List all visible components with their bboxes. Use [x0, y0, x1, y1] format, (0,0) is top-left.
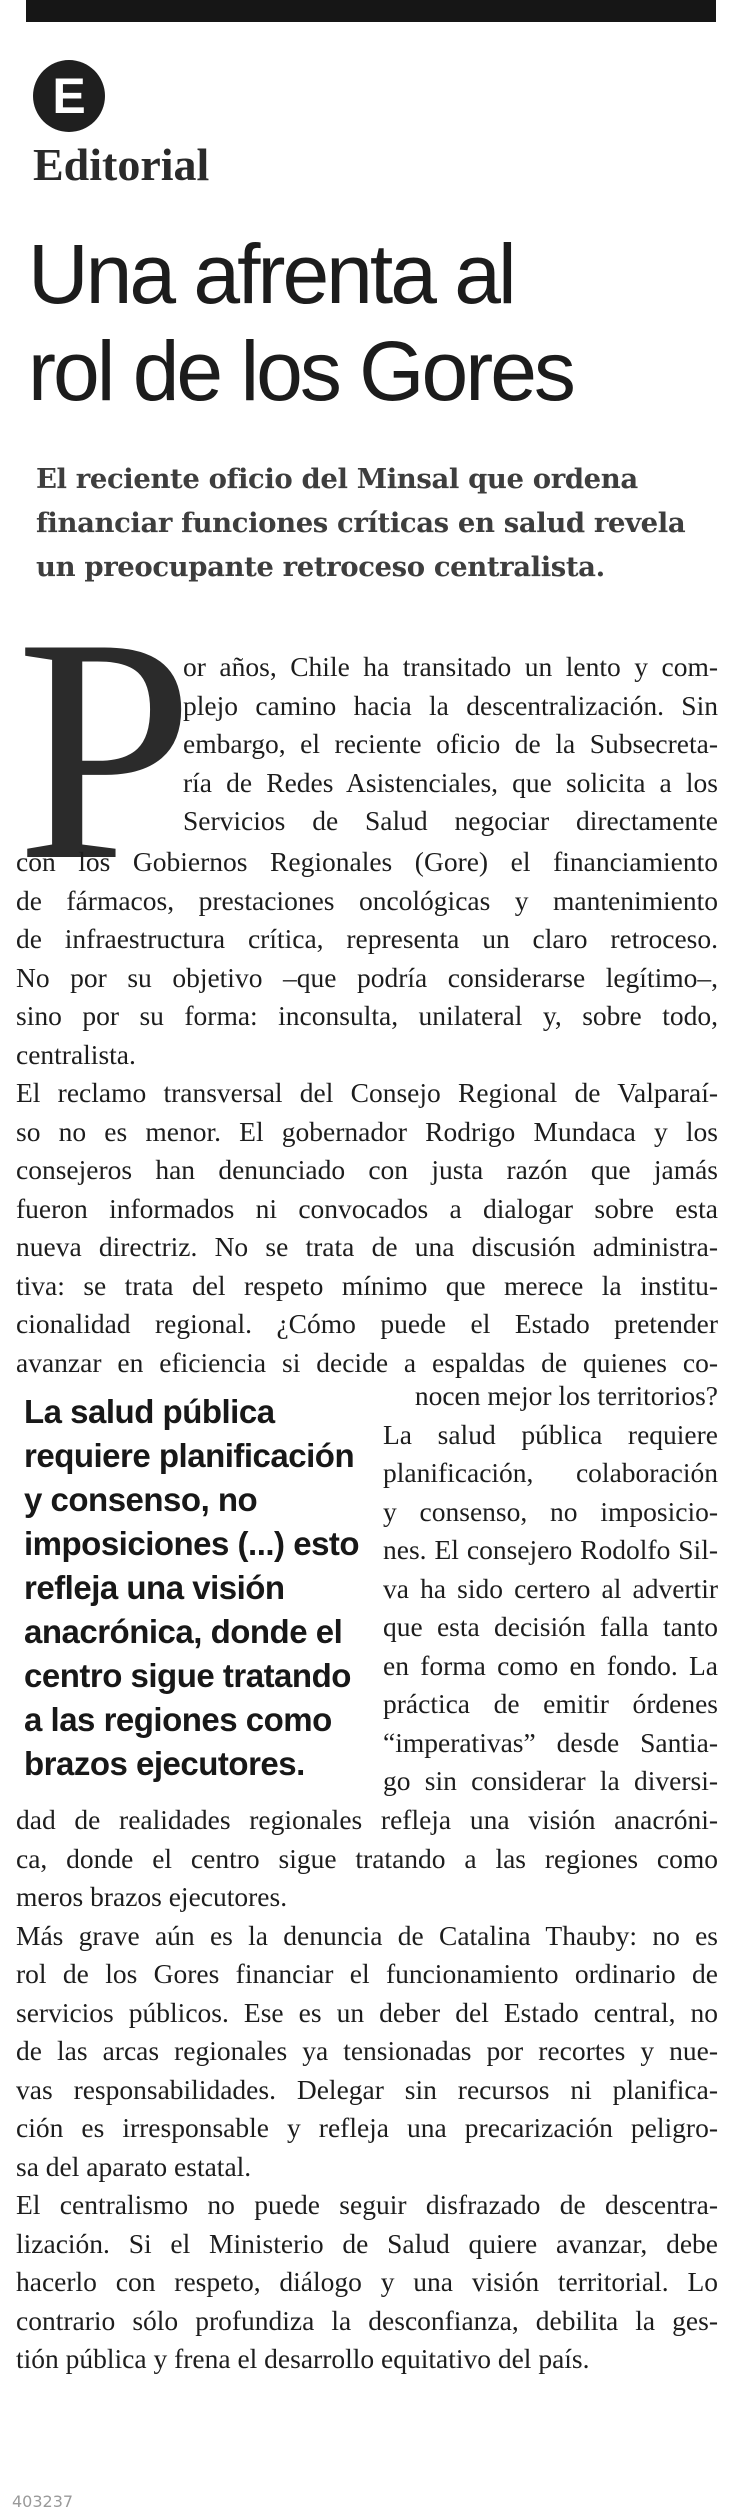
pull-quote-line: brazos ejecutores.: [24, 1745, 305, 1782]
body-line: hacerlo con respeto, diálogo y una visión territorial. Lo: [16, 2266, 718, 2297]
body-line: tión pública y frena el desarrollo equitativo del país.: [16, 2343, 590, 2374]
section-name: Editorial: [33, 139, 210, 190]
body-line: planificación, colaboración: [383, 1457, 718, 1488]
body-line: nes. El consejero Rodolfo Sil-: [383, 1534, 718, 1565]
body-line: El centralismo no puede seguir disfrazado de descentra-: [16, 2189, 718, 2220]
top-rule: [26, 0, 716, 22]
body-line: or años, Chile ha transitado un lento y com-: [183, 651, 718, 682]
headline: [28, 226, 718, 420]
section-badge: E: [33, 60, 105, 132]
pull-quote-line: refleja una visión: [24, 1569, 285, 1606]
body-line: ría de Redes Asistenciales, que solicita a los: [183, 766, 718, 798]
lede-line: financiar funciones críticas en salud revela: [36, 507, 686, 539]
body-line: ción es irresponsable y refleja una precarización peligro-: [16, 2112, 718, 2143]
body-line: tiva: se trata del respeto mínimo que merece la institu-: [16, 1269, 718, 1301]
pull-quote-line: centro sigue tratando: [24, 1657, 351, 1694]
body-line: y consenso, no imposicio-: [383, 1495, 718, 1527]
body-line: go sin considerar la diversi-: [383, 1765, 718, 1796]
body-line: de infraestructura crítica, representa un claro retroceso.: [16, 923, 718, 954]
article-paragraph-1-intro: [183, 648, 718, 841]
pull-quote-line: La salud pública: [24, 1393, 275, 1430]
body-line: centralista.: [16, 1038, 136, 1070]
lede-line: un preocupante retroceso centralista.: [36, 551, 605, 583]
body-line: plejo camino hacia la descentralización. Sin: [183, 689, 718, 721]
body-line: de fármacos, prestaciones oncológicas y mantenimiento: [16, 884, 718, 916]
page-id: 403237: [12, 2492, 74, 2511]
headline-line: rol de los Gores: [28, 324, 573, 418]
body-line: rol de los Gores financiar el funcionamiento ordinario de: [16, 1958, 718, 1989]
body-line: fueron informados ni convocados a dialogar sobre esta: [16, 1192, 718, 1224]
drop-cap: P: [16, 573, 194, 927]
pull-quote-line: y consenso, no: [24, 1481, 258, 1518]
body-line: La salud pública requiere: [383, 1418, 718, 1450]
pull-quote-line: imposiciones (...) esto: [24, 1525, 360, 1562]
body-line: Servicios de Salud negociar directamente: [183, 805, 718, 836]
body-line: contrario sólo profundiza la desconfianza, debilita la ges-: [16, 2304, 718, 2336]
body-line: ca, donde el centro sigue tratando a las regiones como: [16, 1842, 718, 1874]
body-line: práctica de emitir órdenes: [383, 1688, 718, 1719]
pull-quote: [24, 1390, 366, 1786]
body-line: con los Gobiernos Regionales (Gore) el financiamiento: [16, 846, 718, 877]
body-line: servicios públicos. Ese es un deber del Estado central, no: [16, 1996, 718, 2028]
article-body-lower: [16, 1801, 718, 2379]
body-line: so no es menor. El gobernador Rodrigo Mundaca y los: [16, 1115, 718, 1147]
pull-quote-line: requiere planificación: [24, 1437, 355, 1474]
pull-quote-line: a las regiones como: [24, 1701, 332, 1738]
pull-quote-line: anacrónica, donde el: [24, 1613, 343, 1650]
body-line: dad de realidades regionales refleja una visión anacróni-: [16, 1804, 718, 1835]
body-line: lización. Si el Ministerio de Salud quiere avanzar, debe: [16, 2227, 718, 2259]
body-line: avanzar en eficiencia si decide a espaldas de quienes co-: [16, 1346, 718, 1378]
lede: [36, 457, 726, 589]
body-line: vas responsabilidades. Delegar sin recursos ni planifica-: [16, 2073, 718, 2105]
article-body-narrow: [383, 1377, 718, 1801]
article-body-upper: [16, 843, 718, 1382]
body-line: nocen mejor los territorios?: [414, 1380, 718, 1411]
body-line: embargo, el reciente oficio de la Subsecreta-: [183, 728, 718, 759]
body-line: que esta decisión falla tanto: [383, 1611, 718, 1642]
body-line: sino por su forma: inconsulta, unilateral y, sobre todo,: [16, 1000, 718, 1031]
headline-line: Una afrenta al: [28, 227, 514, 321]
body-line: en forma como en fondo. La: [383, 1649, 718, 1681]
body-line: El reclamo transversal del Consejo Regional de Valparaí-: [16, 1077, 718, 1108]
body-line: sa del aparato estatal.: [16, 2150, 252, 2182]
body-line: nueva directriz. No se trata de una discusión administra-: [16, 1231, 718, 1262]
body-line: “imperativas” desde Santia-: [383, 1726, 718, 1758]
body-line: de las arcas regionales ya tensionadas por recortes y nue-: [16, 2035, 718, 2066]
lede-line: El reciente oficio del Minsal que ordena: [36, 463, 638, 495]
body-line: consejeros han denunciado con justa razón que jamás: [16, 1154, 718, 1185]
body-line: meros brazos ejecutores.: [16, 1881, 288, 1912]
body-line: va ha sido certero al advertir: [383, 1572, 718, 1604]
body-line: Más grave aún es la denuncia de Catalina Thauby: no es: [16, 1919, 718, 1951]
body-line: cionalidad regional. ¿Cómo puede el Estado pretender: [16, 1308, 718, 1339]
body-line: No por su objetivo –que podría considerarse legítimo–,: [16, 961, 718, 993]
